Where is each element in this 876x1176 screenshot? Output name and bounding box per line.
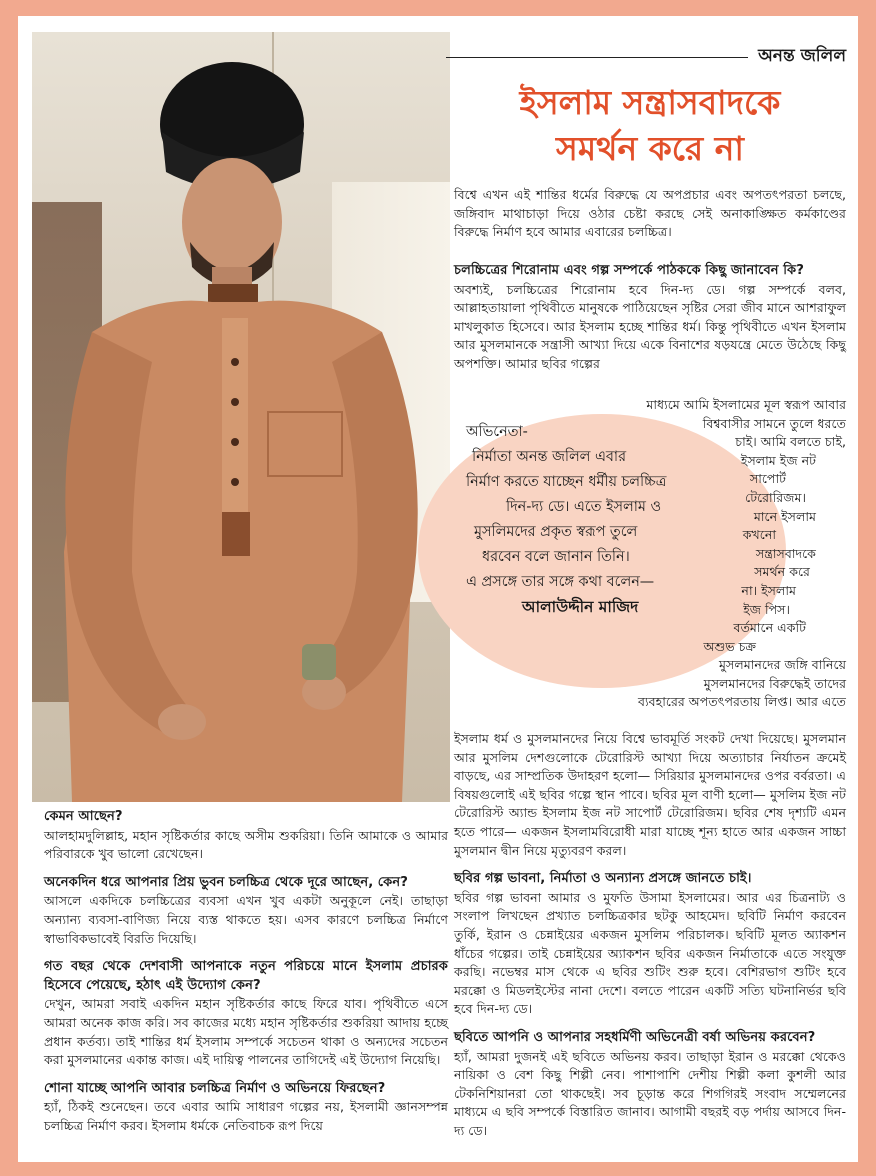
byline xyxy=(446,42,846,72)
wrap-line: বর্তমানে একটি xyxy=(733,620,806,636)
wrap-line: ব্যবহারের অপতৎপরতায় লিপ্ত। আর এতে xyxy=(637,694,846,710)
callout-line: মুসলিমদের প্রকৃত স্বরূপ তুলে xyxy=(474,524,638,540)
wrap-line: কখনো xyxy=(742,527,776,543)
qa-left xyxy=(44,808,448,1146)
callout-line: নির্মাণ করতে যাচ্ছেন ধর্মীয় চলচ্চিত্র xyxy=(466,474,667,490)
answer: হ্যাঁ, আমরা দুজনই এই ছবিতে অভিনয় করব। তাছাড়া ইরান ও মরক্কো থেকেও নায়িকা ও বেশ কিছু শিল্পী নেব। পাশাপাশি দেশীয় শিল্পী কলা কুশলী আর টেকনিশিয়ানরা তো থাকছেই। সব চূড়ান্ত করে শিগগিরই সংবাদ সম্মেলনের মাধ্যমে এ ছবি সম্পর্কে বিস্তারিত জানাব। আগামী বছরই বড় পর্দায় আসবে দিন-দ্য ডে। xyxy=(454,1048,846,1138)
question: কেমন আছেন? xyxy=(44,809,123,824)
callout-line: ধরবেন বলে জানান তিনি। xyxy=(482,549,630,565)
wrap-line: মানে ইসলাম xyxy=(753,508,816,524)
wrap-line: মাধ্যমে আমি ইসলামের মূল স্বরূপ আবার xyxy=(646,397,846,412)
byline-rule xyxy=(446,57,748,58)
wrap-line: টেরোরিজম। xyxy=(745,489,806,505)
wrap-line: ইসলাম ইজ নট xyxy=(740,452,816,468)
wrap-line: অশুভ চক্র xyxy=(703,638,756,654)
wrap-line: চাই। আমি বলতে চাই, xyxy=(735,434,846,450)
answer: আসলে একদিকে চলচ্চিত্রের ব্যবসা এখন খুব একটা অনুকূলে নেই। তাছাড়া অন্যান্য ব্যবসা-বাণিজ্য নিয়ে ব্যস্ত থাকতে হয়। এসব কারণে চলচ্চিত্র নির্মাণে স্বাভাবিকভাবেই বিরতি দিয়েছি। xyxy=(44,893,448,946)
wrap-line: মুসলমানদের বিরুদ্ধেই তাদের xyxy=(703,675,846,691)
answer: হ্যাঁ, ঠিকই শুনেছেন। তবে এবার আমি সাধারণ গল্পের নয়, ইসলামী জ্ঞানসম্পন্ন চলচ্চিত্র নির্মাণ করব। ইসলাম ধর্মকে নেতিবাচক রূপ দিয়ে xyxy=(44,1099,448,1133)
answer: ইসলাম ধর্ম ও মুসলমানদের নিয়ে বিশ্বে ভাবমূর্তি সংকট দেখা দিয়েছে। মুসলমান আর মুসলিম দেশগুলোকে টেরোরিস্ট আখ্যা দিয়ে অত্যাচার নির্যাতন ক্রমেই বাড়ছে, এর সাম্প্রতিক উদাহরণ হলো— সিরিয়ার মুসলমানদের ওপর বর্বরতা। এ বিষয়গুলোই এই ছবির গল্পে স্থান পাবে। ছবির মূল বাণী হলো— মুসলিম ইজ নট টেরোরিস্ট অ্যান্ড ইসলাম ইজ নট সাপোর্ট টেরোরিজম। ছবির শেষ দৃশ্যটি এমন হতে পারে— একজন ইসলামবিরোধী মারা যাচ্ছে শূন্য হাতে আর একজন সাচ্চা মুসলমান দ্বীন নিয়ে মৃত্যুবরণ করল। xyxy=(454,731,846,858)
wrap-line: ইজ পিস। xyxy=(743,601,790,617)
wrap-line: সাপোর্ট xyxy=(749,471,786,487)
wrap-line: সন্ত্রাসবাদকে xyxy=(755,545,816,561)
wrap-line: বিশ্ববাসীর সামনে তুলে ধরতে xyxy=(702,415,846,431)
byline-author: অনন্ত জলিল xyxy=(758,46,846,66)
callout-text xyxy=(466,420,766,620)
answer: আলহামদুলিল্লাহ, মহান সৃষ্টিকর্তার কাছে অসীম শুকরিয়া। তিনি আমাকে ও আমার পরিবারকে খুব ভালো রেখেছেন। xyxy=(44,827,448,862)
intro-paragraph xyxy=(454,186,846,251)
qa-right-rest xyxy=(454,730,846,1150)
qa-right-1-wrap-bottom xyxy=(454,656,846,712)
wrap-line: না। ইসলাম xyxy=(741,582,796,598)
question: শোনা যাচ্ছে আপনি আবার চলচ্চিত্র নির্মাণ ও অভিনয়ে ফিরছেন? xyxy=(44,1080,386,1096)
answer: দেখুন, আমরা সবাই একদিন মহান সৃষ্টিকর্তার কাছে ফিরে যাব। পৃথিবীতে এসে আমরা অনেক কাজ করি। সব কাজের মধ্যে মহান সৃষ্টিকর্তার শুকরিয়া আদায় হচ্ছে প্রধান কর্তব্য। তাই শান্তির ধর্ম ইসলাম সম্পর্কে সচেতন থাকা ও অন্যদের সচেতন করা মুসলমানের একান্ত কাজ। এই দায়িত্ব পালনের তাগিদেই এই উদ্যোগ নিয়েছি। xyxy=(44,996,448,1068)
newspaper-page xyxy=(18,16,858,1162)
question: গত বছর থেকে দেশবাসী আপনাকে নতুন পরিচয়ে মানে ইসলাম প্রচারক হিসেবে পেয়েছে, হঠাৎ এই উদ্যোগ কেন? xyxy=(44,959,448,993)
actor-figure xyxy=(32,32,450,802)
question: ছবিতে আপনি ও আপনার সহধর্মিণী অভিনেত্রী বর্ষা অভিনয় করবেন? xyxy=(454,1029,816,1045)
question: অনেকদিন ধরে আপনার প্রিয় ভুবন চলচ্চিত্র থেকে দূরে আছেন, কেন? xyxy=(44,874,408,890)
headline-line-1: ইসলাম সন্ত্রাসবাদকে xyxy=(519,83,781,122)
headline-line-2: সমর্থন করে না xyxy=(556,129,744,168)
callout-line: এ প্রসঙ্গে তার সঙ্গে কথা বলেন— xyxy=(466,574,655,590)
wrap-line: মুসলমানদের জঙ্গি বানিয়ে xyxy=(719,657,846,672)
callout-line: দিন-দ্য ডে। এতে ইসলাম ও xyxy=(506,499,662,515)
callout-interviewer: আলাউদ্দীন মাজিদ xyxy=(522,598,639,616)
answer: অবশ্যই, চলচ্চিত্রের শিরোনাম হবে দিন-দ্য ডে। গল্প সম্পর্কে বলব, আল্লাহতায়ালা পৃথিবীতে মানুষকে পাঠিয়েছেন সৃষ্টির সেরা জীব মানে আশরাফুল মাখলুকাত হিসেবে। আর ইসলাম হচ্ছে শান্তির ধর্ম। কিন্তু পৃথিবীতে এখন ইসলাম আর মুসলমানকে সন্ত্রাসী আখ্যা দিয়ে একে বিনাশের ষড়যন্ত্রে মেতে উঠেছে কিছু অপশক্তি। আমার ছবির গল্পের xyxy=(454,281,846,371)
headline xyxy=(454,80,846,172)
wrap-line: সমর্থন করে xyxy=(754,564,810,580)
answer: ছবির গল্প ভাবনা আমার ও মুফতি উসামা ইসলামের। আর এর চিত্রনাট্য ও সংলাপ লিখছেন প্রখ্যাত চলচ্চিত্রকার ছটকু আহমেদ। ছবিটি নির্মাণ করবেন তুর্কি, ইরান ও চেন্নাইয়ের একজন মুসলিম পরিচালক। ছবিটি মূলত অ্যাকশন ধাঁচের গল্পের। তাই চেন্নাইয়ের অ্যাকশন ছবির একজন নির্মাতাকে এতে সংযুক্ত করছি। নভেম্বর মাস থেকে এ ছবির শুটিং শুরু হবে। বেশিরভাগ শুটিং হবে মরক্কো ও মিডলইস্টের নানা দেশে। বলতে পারেন একটি সত্যি ঘটনানির্ভর ছবি হবে দিন-দ্য ডে। xyxy=(454,889,846,1017)
callout-line: অভিনেতা- xyxy=(466,424,528,440)
question: ছবির গল্প ভাবনা, নির্মাতা ও অন্যান্য প্রসঙ্গে জানতে চাই। xyxy=(454,871,752,887)
callout-line: নির্মাতা অনন্ত জলিল এবার xyxy=(472,449,627,465)
qa-right-1 xyxy=(454,262,846,384)
question: চলচ্চিত্রের শিরোনাম এবং গল্প সম্পর্কে পাঠককে কিছু জানাবেন কি? xyxy=(454,263,804,278)
actor-photo xyxy=(32,32,450,802)
intro-text: বিশ্বে এখন এই শান্তির ধর্মের বিরুদ্ধে যে অপপ্রচার এবং অপতৎপরতা চলছে, জঙ্গিবাদ মাথাচাড়া দিয়ে ওঠার চেষ্টা করছে সেই অনাকাঙ্ক্ষিত কর্মকাণ্ডের বিরুদ্ধে নির্মাণ হবে আমার এবারের চলচ্চিত্র। xyxy=(454,187,846,240)
